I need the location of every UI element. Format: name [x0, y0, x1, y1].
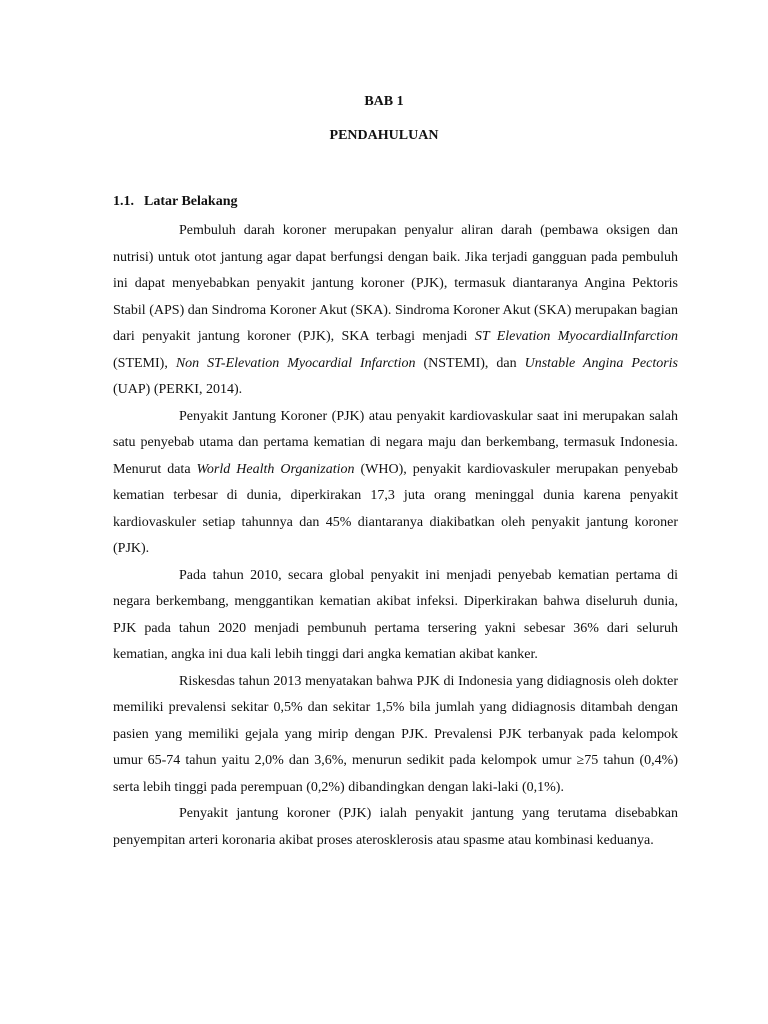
paragraph-riskesdas [113, 669, 678, 802]
paragraph-italic-run: Unstable Angina Pectoris [524, 355, 679, 371]
chapter-title: PENDAHULUAN [329, 128, 439, 143]
paragraph-text-run: (UAP) (PERKI, 2014). [113, 382, 243, 397]
paragraph-italic-run: Non ST-Elevation Myocardial Infarction [175, 355, 416, 371]
section-title: Latar Belakang [144, 194, 238, 209]
paragraph-text-run: (STEMI), [113, 355, 176, 371]
paragraph-text-run: Pada tahun 2010, secara global penyakit ini menjadi penyebab kematian pertama di negara berkembang, menggantikan kematian akibat infeksi. Diperkirakan bahwa diseluruh dunia, PJK pada tahun 2020 menjadi pembunuh pertama tersering yakni sebesar 36% dari seluruh kematian, angka ini dua kali lebih tinggi dari angka kematian akibat kanker. [113, 567, 678, 662]
body-text [113, 218, 678, 854]
chapter-number: BAB 1 [364, 94, 404, 109]
section-heading [113, 194, 237, 210]
paragraph-italic-run: ST Elevation MyocardialInfarction [474, 329, 678, 344]
paragraph-text-run: Penyakit Jantung Koroner (PJK) atau penyakit kardiovaskular saat ini merupakan salah satu penyebab utama dan pertama kematian di negara maju dan berkembang, termasuk Indonesia. Menurut data [113, 408, 678, 477]
paragraph-text-run: (WHO), penyakit kardiovaskuler merupakan penyebab kematian terbesar di dunia, diperkirakan 17,3 juta orang meninggal dunia karena penyakit kardiovaskuler setiap tahunnya dan 45% diantaranya diakibatkan oleh penyakit jantung koroner (PJK). [113, 461, 679, 556]
paragraph-text-run: Riskesdas tahun 2013 menyatakan bahwa PJK di Indonesia yang didiagnosis oleh dokter memiliki prevalensi sekitar 0,5% dan sekitar 1,5% bila jumlah yang didiagnosis ditambah dengan pasien yang memiliki gejala yang mirip dengan PJK. Prevalensi PJK terbanyak pada kelompok umur 65-74 tahun yaitu 2,0% dan 3,6%, menurun sedikit pada kelompok umur ≥75 tahun (0,4%) serta lebih tinggi pada perempuan (0,2%) dibandingkan dengan laki-laki (0,1%). [113, 673, 678, 795]
paragraph-who-data [113, 404, 678, 563]
paragraph-global-2010 [113, 563, 678, 669]
paragraph-definition [113, 801, 678, 854]
paragraph-text-run: Penyakit jantung koroner (PJK) ialah penyakit jantung yang terutama disebabkan penyempitan arteri koronaria akibat proses aterosklerosis atau spasme atau kombinasi keduanya. [113, 806, 678, 848]
paragraph-apk-background [113, 218, 678, 404]
paragraph-italic-run: World Health Organization [196, 461, 355, 477]
paragraph-text-run: (NSTEMI), dan [415, 355, 525, 371]
paragraph-text-run: Pembuluh darah koroner merupakan penyalur aliran darah (pembawa oksigen dan nutrisi) untuk otot jantung agar dapat berfungsi dengan baik. Jika terjadi gangguan pada pembuluh ini dapat menyebabkan penyakit jantung koroner (PJK), termasuk diantaranya Angina Pektoris Stabil (APS) dan Sindroma Koroner Akut (SKA). Sindroma Koroner Akut (SKA) merupakan bagian dari penyakit jantung koroner (PJK), SKA terbagi menjadi [113, 223, 678, 344]
section-number: 1.1. [113, 194, 134, 209]
